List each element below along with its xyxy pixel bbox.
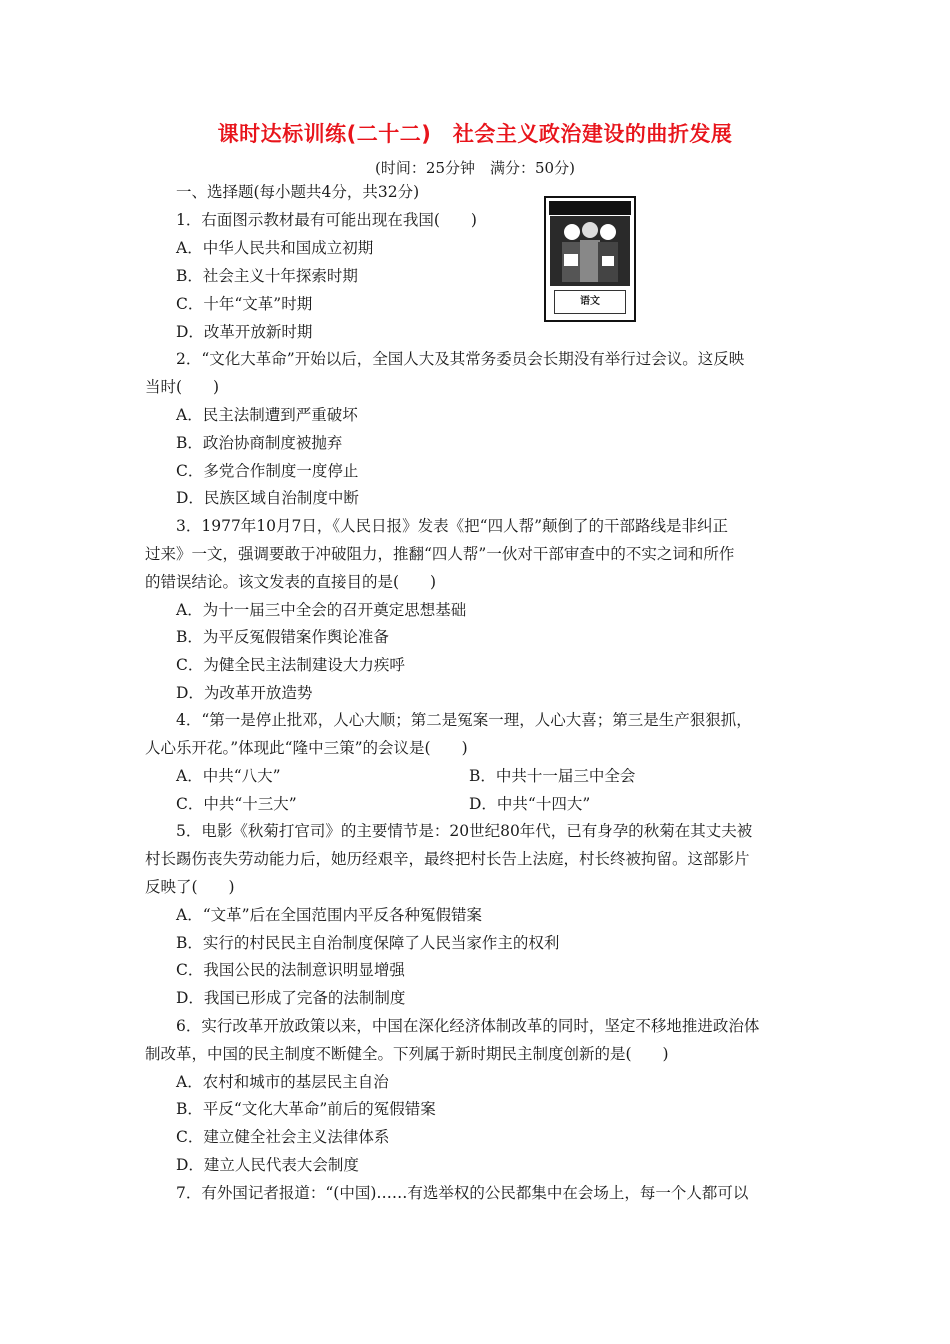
textbook-cover-image <box>544 196 636 322</box>
question-4-option-c: C．中共“十三大” <box>176 795 297 813</box>
question-2-option-d: D．民族区域自治制度中断 <box>176 489 359 507</box>
question-1-stem: 1．右面图示教材最有可能出现在我国( ) <box>176 211 477 229</box>
question-5-option-b: B．实行的村民民主自治制度保障了人民当家作主的权利 <box>176 934 560 952</box>
question-1-option-b: B．社会主义十年探索时期 <box>176 267 358 285</box>
question-2-option-b: B．政治协商制度被抛弃 <box>176 434 343 452</box>
question-1-option-c: C．十年“文革”时期 <box>176 295 313 313</box>
question-6-option-a: A．农村和城市的基层民主自治 <box>176 1073 389 1091</box>
question-2-option-c: C．多党合作制度一度停止 <box>176 462 359 480</box>
question-4-stem-line-1: 4．“第一是停止批邓，人心大顺；第二是冤案一理，人心大喜；第三是生产狠狠抓， <box>176 711 752 729</box>
question-5-stem-line-2: 村长踢伤丧失劳动能力后，她历经艰辛，最终把村长告上法庭，村长终被拘留。这部影片 <box>145 850 750 868</box>
question-5-option-d: D．我国已形成了完备的法制制度 <box>176 989 406 1007</box>
question-5-stem-line-1: 5．电影《秋菊打官司》的主要情节是：20世纪80年代，已有身孕的秋菊在其丈夫被 <box>176 822 753 840</box>
question-3-option-c: C．为健全民主法制建设大力疾呼 <box>176 656 405 674</box>
question-6-option-d: D．建立人民代表大会制度 <box>176 1156 359 1174</box>
question-3-stem-line-3: 的错误结论。该文发表的直接目的是( ) <box>145 573 437 591</box>
page-title: 课时达标训练(二十二) 社会主义政治建设的曲折发展 <box>217 122 733 146</box>
question-4-option-d: D．中共“十四大” <box>469 795 591 813</box>
question-7-stem-line-1: 7．有外国记者报道：“(中国)……有选举权的公民都集中在会场上，每一个人都可以 <box>176 1184 749 1202</box>
question-2-stem-line-2: 当时( ) <box>145 378 220 396</box>
question-6-option-b: B．平反“文化大革命”前后的冤假错案 <box>176 1100 436 1118</box>
question-2-option-a: A．民主法制遭到严重破坏 <box>176 406 358 424</box>
question-6-stem-line-2: 制改革，中国的民主制度不断健全。下列属于新时期民主制度创新的是( ) <box>145 1045 669 1063</box>
question-4-option-b: B．中共十一届三中全会 <box>469 767 636 785</box>
cover-title-label: 语文 <box>554 290 626 314</box>
question-1-option-a: A．中华人民共和国成立初期 <box>176 239 374 257</box>
question-1-option-d: D．改革开放新时期 <box>176 323 313 341</box>
page-subtitle: (时间：25分钟 满分：50分) <box>375 159 575 177</box>
question-4-option-a: A．中共“八大” <box>176 767 281 785</box>
question-3-stem-line-2: 过来》一文，强调要敢于冲破阻力，推翻“四人帮”一伙对干部审查中的不实之词和所作 <box>145 545 735 563</box>
question-3-option-a: A．为十一届三中全会的召开奠定思想基础 <box>176 601 467 619</box>
question-5-stem-line-3: 反映了( ) <box>145 878 235 896</box>
question-5-option-a: A．“文革”后在全国范围内平反各种冤假错案 <box>176 906 483 924</box>
question-2-stem-line-1: 2．“文化大革命”开始以后，全国人大及其常务委员会长期没有举行过会议。这反映 <box>176 350 745 368</box>
section-heading: 一、选择题(每小题共4分，共32分) <box>176 183 420 201</box>
question-6-stem-line-1: 6．实行改革开放政策以来，中国在深化经济体制改革的同时，坚定不移地推进政治体 <box>176 1017 760 1035</box>
question-5-option-c: C．我国公民的法制意识明显增强 <box>176 961 405 979</box>
question-3-stem-line-1: 3．1977年10月7日，《人民日报》发表《把“四人帮”颠倒了的干部路线是非纠正 <box>176 517 728 535</box>
question-4-stem-line-2: 人心乐开花。”体现此“隆中三策”的会议是( ) <box>145 739 468 757</box>
question-3-option-d: D．为改革开放造势 <box>176 684 313 702</box>
question-3-option-b: B．为平反冤假错案作舆论准备 <box>176 628 389 646</box>
question-6-option-c: C．建立健全社会主义法律体系 <box>176 1128 390 1146</box>
